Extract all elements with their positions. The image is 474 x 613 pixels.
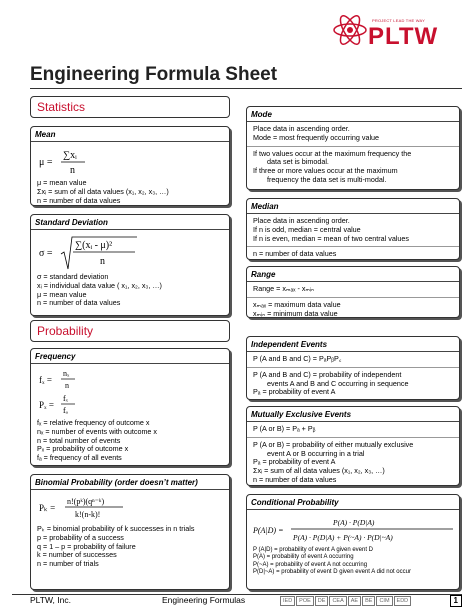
median-divider (247, 246, 459, 247)
std-dev-formula-num: ∑(xᵢ - μ)² (75, 240, 113, 251)
conditional-line: P (A|D) = probability of event A given event D (253, 547, 374, 553)
conditional-formula-num: P(A) · P(D|A) (333, 518, 375, 527)
mean-formula (37, 145, 223, 179)
mean-formula-graphic (37, 145, 217, 179)
footer-course: CIM (376, 596, 392, 606)
range-line: xₘᵢₙ = minimum data value (253, 308, 338, 318)
mode-line: Place data in ascending order. (253, 124, 350, 133)
binomial-formula (37, 493, 223, 525)
footer-course: BE (362, 596, 375, 606)
binomial-formula-graphic (37, 493, 217, 525)
mode-line: data set is bimodal. (267, 157, 329, 167)
median-title: Median (247, 199, 459, 214)
std-dev-line: σ = standard deviation (37, 272, 109, 281)
footer-course-list (280, 596, 412, 606)
exclusive-divider (247, 437, 459, 438)
mean-box (30, 126, 230, 206)
exclusive-line: n = number of data values (253, 474, 337, 484)
median-box (246, 198, 460, 260)
mode-line: frequency the data set is multi-modal. (267, 174, 387, 184)
conditional-formula-den: P(A) · P(D|A) + P(~A) · P(D|~A) (293, 533, 393, 542)
std-dev-line: xᵢ = individual data value ( x₁, x₂, x₃, …) (37, 280, 162, 290)
range-title: Range (247, 267, 459, 282)
std-dev-formula-den: n (100, 256, 105, 267)
range-formula: Range = xₘₐₓ - xₘᵢₙ (253, 284, 314, 293)
binomial-formula-num: n!(pᵏ)(qⁿ⁻ᵏ) (67, 497, 105, 506)
frequency-line: fₓ = relative frequency of outcome x (37, 418, 150, 427)
binomial-formula-lhs: Pₖ = (39, 503, 56, 513)
logo-tagline: PROJECT LEAD THE WAY (372, 18, 425, 23)
mode-title: Mode (247, 107, 459, 122)
independent-line: Pₐ = probability of event A (253, 387, 336, 397)
frequency-box (30, 348, 230, 466)
footer-org: PLTW, Inc. (30, 595, 71, 605)
exclusive-line: Pₐ = probability of event A (253, 457, 336, 467)
binomial-line: p = probability of a success (37, 532, 124, 542)
std-dev-title: Standard Deviation (31, 215, 229, 230)
frequency-line: fₐ = frequency of all events (37, 453, 122, 463)
frequency-line: n = total number of events (37, 435, 121, 445)
atom-logo-icon (332, 12, 368, 48)
mean-formula-num: ∑xᵢ (63, 150, 77, 161)
binomial-formula-den: k!(n-k)! (75, 510, 101, 519)
binomial-line: n = number of trials (37, 559, 99, 569)
mean-line: μ = mean value (37, 178, 87, 187)
section-statistics (30, 96, 230, 118)
frequency-f2-num: fₓ (63, 394, 68, 403)
conditional-line: P(A) = probability of event A occurring (253, 554, 354, 561)
independent-divider (247, 367, 459, 368)
footer (12, 595, 462, 607)
independent-line: events A and B and C occurring in sequence (267, 378, 409, 388)
exclusive-line: P (A or B) = probability of either mutually exclusive (253, 439, 414, 449)
std-dev-box (30, 214, 230, 316)
frequency-line: Pₓ = probability of outcome x (37, 444, 129, 454)
footer-course: CEA (329, 596, 346, 606)
conditional-formula-graphic (253, 513, 457, 547)
mean-line: n = number of data values (37, 195, 121, 205)
mode-line: If three or more values occur at the maximum (253, 166, 398, 176)
logo-brand: PLTW (368, 23, 439, 50)
std-dev-formula (37, 233, 223, 273)
std-dev-line: n = number of data values (37, 298, 121, 308)
section-probability (30, 320, 230, 342)
frequency-title: Frequency (31, 349, 229, 364)
mode-divider (247, 146, 459, 147)
frequency-f1-den: n (65, 381, 69, 390)
page-number: 1 (450, 595, 462, 607)
footer-course: POE (296, 596, 314, 606)
frequency-f1-lhs: fₓ = (39, 375, 52, 385)
independent-title: Independent Events (247, 337, 459, 352)
footer-course: IED (280, 596, 295, 606)
std-dev-formula-graphic (37, 233, 217, 273)
binomial-line: Pₖ = binomial probability of k successes in n trials (37, 524, 195, 533)
median-line: If n is even, median = mean of two central values (253, 233, 410, 243)
mode-line: Mode = most frequently occurring value (253, 132, 380, 142)
conditional-line: P(~A) = probability of event A not occurring (253, 561, 368, 568)
exclusive-line: Σxᵢ = sum of all data values (x₁, x₂, x₃, …) (253, 466, 385, 476)
footer-course: AE (348, 596, 361, 606)
binomial-title: Binomial Probability (order doesn’t matter) (31, 475, 229, 490)
binomial-line: q = 1 – p = probability of failure (37, 541, 136, 551)
mean-formula-lhs: μ = (39, 157, 53, 168)
binomial-line: k = number of successes (37, 550, 117, 560)
range-box (246, 266, 460, 318)
exclusive-formula: P (A or B) = Pₐ + Pᵦ (253, 424, 316, 433)
conditional-formula-lhs: P(A|D) = (253, 526, 284, 535)
independent-line: P (A and B and C) = probability of independent (253, 369, 402, 379)
mean-line: Σxᵢ = sum of all data values (x₁, x₂, x₃, …) (37, 186, 169, 196)
exclusive-line: event A or B occurring in a trial (267, 448, 365, 458)
mean-formula-den: n (70, 165, 75, 176)
conditional-formula (253, 513, 453, 547)
exclusive-title: Mutually Exclusive Events (247, 407, 459, 422)
range-divider (247, 297, 459, 298)
footer-course: DE (315, 596, 329, 606)
median-line: If n is odd, median = central value (253, 224, 361, 234)
range-line: xₘₐₓ = maximum data value (253, 299, 341, 309)
section-statistics-label: Statistics (37, 100, 86, 114)
mode-line: If two values occur at the maximum frequency the (253, 148, 412, 158)
section-probability-label: Probability (37, 324, 94, 338)
frequency-f2-den: fₐ (63, 406, 68, 415)
conditional-line: P(D|~A) = probability of event D given event A did not occur (253, 568, 411, 575)
frequency-line: nₓ = number of events with outcome x (37, 426, 158, 436)
frequency-f2-lhs: Pₓ = (39, 400, 54, 410)
mean-title: Mean (31, 127, 229, 142)
mode-box (246, 106, 460, 190)
independent-formula: P (A and B and C) = PₐPᵦP꜀ (253, 354, 342, 363)
pltw-logo (332, 8, 462, 56)
std-dev-formula-lhs: σ = (39, 248, 53, 259)
median-line: Place data in ascending order. (253, 216, 350, 225)
footer-doc-title: Engineering Formulas (162, 595, 246, 605)
conditional-box (246, 494, 460, 590)
median-line: n = number of data values (253, 249, 337, 259)
frequency-f1-num: nₓ (63, 369, 70, 378)
title-divider (30, 88, 462, 89)
exclusive-box (246, 406, 460, 486)
page-title: Engineering Formula Sheet (30, 64, 278, 85)
frequency-formula-graphic (37, 367, 217, 419)
conditional-title: Conditional Probability (247, 495, 459, 510)
frequency-formulas (37, 367, 223, 419)
independent-box (246, 336, 460, 400)
std-dev-line: μ = mean value (37, 289, 87, 299)
footer-course: EDD (394, 596, 412, 606)
binomial-box (30, 474, 230, 590)
